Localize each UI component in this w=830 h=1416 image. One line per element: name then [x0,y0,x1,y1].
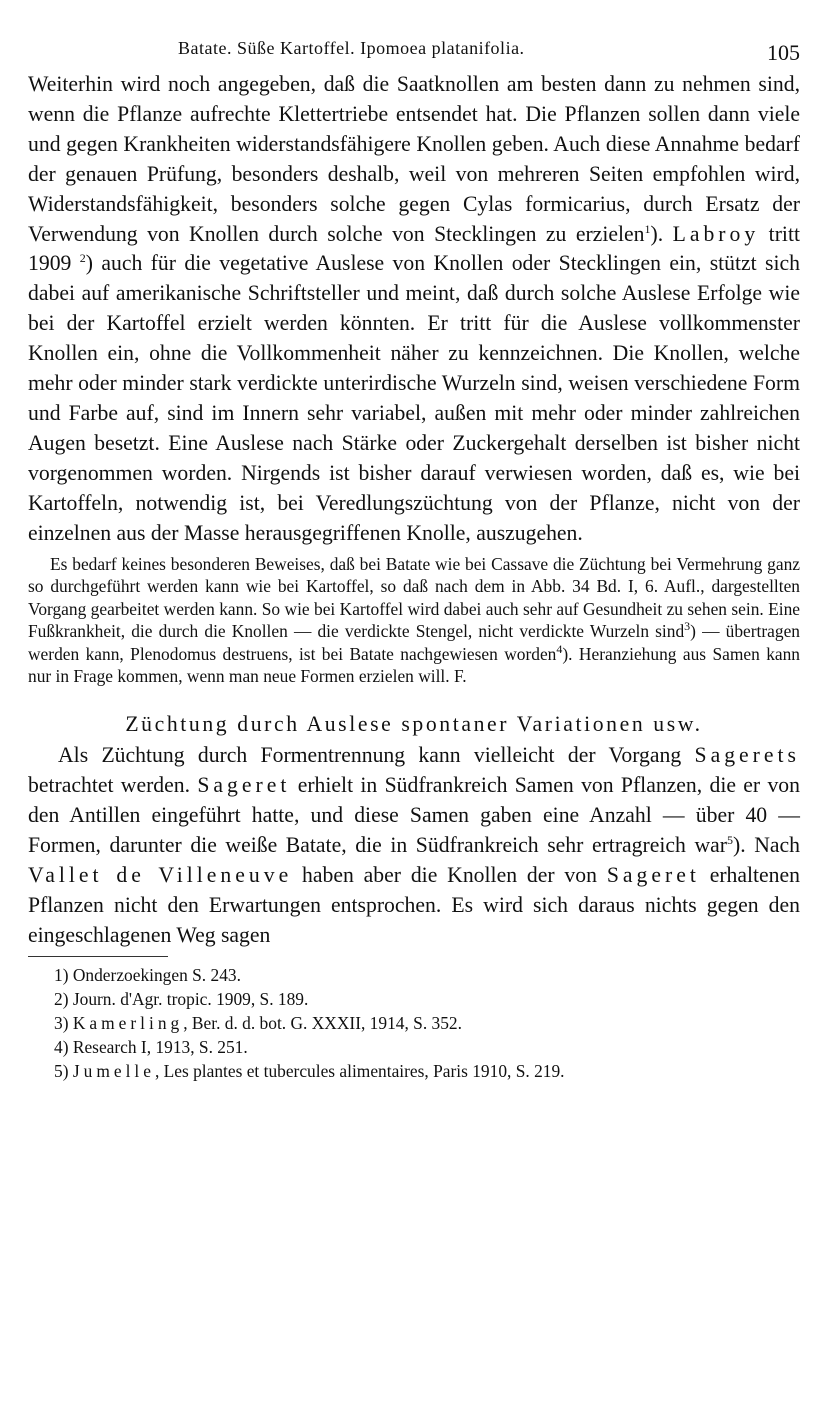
small-text-c: ). Heranziehung aus Samen kann nur in Frage kommen, wenn man neue Formen erzielen will. F. [28,643,801,687]
book-page [28,30,800,1083]
footnote-ref-2: 2 [79,251,86,266]
small-text-b: ) — übertragen werden kann, Plenodomus destruens, ist bei Batate nachgewiesen worden [28,621,801,664]
paragraph-1-text-c: tritt 1909 [28,221,800,276]
footnote-2 [54,987,800,1011]
footnote-marker: 5) [54,1061,69,1082]
footnote-text: Onderzoekingen S. 243. [72,965,241,986]
author-name-sageret: Sageret [197,772,291,797]
paragraph-2-text-b: betrachtet werden. [28,772,198,797]
page-number: 105 [767,40,800,65]
footnote-text: Research I, 1913, S. 251. [72,1037,248,1058]
page-header [28,30,800,70]
paragraph-2 [28,741,800,950]
footnote-text: , Les plantes et tubercules alimentaires, Paris 1910, S. 219. [154,1061,565,1082]
paragraph-2-text-f: erhaltenen Pflanzen nicht den Erwartungen entsprochen. Es wird sich daraus nichts gegen den eingeschlagenen Weg sagen [28,862,800,947]
paragraph-2-text-a: Als Züchtung durch Formentrennung kann vielleicht der Vorgang [58,743,695,768]
paragraph-1-text-a: Weiterhin wird noch angegeben, daß die Saatknollen am besten dann zu nehmen sind, wenn die Pflanze aufrechte Klettertriebe entsendet hat. Die Pflanzen sollen dann viele und gegen Krankheiten widerstandsfähigere Knollen geben. Auch diese Annahme bedarf der genauen Prüfung, besonders deshalb, weil von mehreren Seiten empfohlen wird, Widerstandsfähigkeit, besonders solche gegen Cylas formicarius, durch Ersatz der Verwendung von Knollen durch solche von Stecklingen zu erzielen [28,72,800,246]
author-name-sageret-2: Sageret [606,862,700,887]
paragraph-1 [28,70,800,549]
footnote-3 [54,1011,800,1035]
footnote-1 [54,963,800,987]
footnote-marker: 3) [54,1013,69,1034]
footnotes [28,963,800,1083]
main-text-2 [28,741,800,950]
footnote-marker: 1) [54,965,69,986]
small-print-paragraph [28,553,800,689]
footnote-ref-5: 5 [726,832,733,847]
paragraph-1-text-d: ) auch für die vegetative Auslese von Knollen oder Stecklingen ein, stützt sich dabei auf amerikanische Schriftsteller und meint, daß durch solche Auslese Erfolge wie bei der Kartoffel erzielt werden könnten. Er tritt für die Auslese vollkommenster Knollen ein, ohne die Vollkommenheit näher zu kennzeichnen. Die Knollen, welche mehr oder minder stark verdickte unterirdische Wurzeln sind, weisen verschiedene Form und Farbe auf, sind im Innern sehr variabel, außen mit mehr oder minder zahlreichen Augen besetzt. Eine Auslese nach Stärke oder Zuckergehalt derselben ist bisher nicht vorgenommen worden. Nirgends ist bisher darauf verwiesen worden, daß es, wie bei Kartoffeln, notwendig ist, bei Veredlungszüchtung von der Pflanze, nicht von der einzelnen aus der Masse herausgegriffenen Knolle, auszugehen. [28,251,800,545]
footnote-marker: 4) [54,1037,69,1058]
small-text-a: Es bedarf keines besonderen Beweises, daß bei Batate wie bei Cassave die Züchtung bei Vermehrung ganz so durchgeführt werden kann wie bei Kartoffel, so daß nach dem in Abb. 34 Bd. I, 6. Aufl., dargestellten Vorgang gearbeitet werden kann. So wie bei Kartoffel wird dabei auch sehr auf Gesundheit zu sehen sein. Eine Fußkrankheit, die durch die Knollen — die verdickte Stengel, nicht verdickte Wurzeln sind [28,553,800,642]
footnote-ref-4: 4 [556,642,563,657]
footnote-text: , Ber. d. d. bot. G. XXXII, 1914, S. 352. [183,1013,462,1034]
paragraph-2-text-e: haben aber die Knollen der von [292,862,607,887]
footnote-ref-1: 1 [644,221,651,236]
author-name-labroy: Labroy [672,221,760,246]
footnote-author: Kamerling [72,1013,184,1034]
author-name-vallet: Vallet de Villeneuve [28,862,293,887]
paragraph-2-text-d: ). Nach [732,832,800,857]
footnote-text: Journ. d'Agr. tropic. 1909, S. 189. [72,989,309,1010]
paragraph-1-text-b: ). [650,221,673,246]
paragraph-2-text-c: erhielt in Südfrankreich Samen von Pflanzen, die er von den Antillen eingeführt hatte, und diese Samen gaben eine Anzahl — über 40 — Formen, darunter die weiße Batate, die in Südfrankreich sehr ertragreich war [28,772,800,857]
main-text [28,70,800,549]
running-title: Batate. Süße Kartoffel. Ipomoea platanifolia. [178,38,525,58]
section-heading: Züchtung durch Auslese spontaner Variationen usw. [125,712,703,737]
footnote-ref-3: 3 [684,619,691,634]
footnote-divider [28,956,168,957]
footnote-4 [54,1035,800,1059]
footnote-5 [54,1059,800,1083]
footnote-marker: 2) [54,989,69,1010]
footnote-author: Jumelle [72,1061,155,1082]
author-name-sagerets: Sagerets [694,743,800,768]
